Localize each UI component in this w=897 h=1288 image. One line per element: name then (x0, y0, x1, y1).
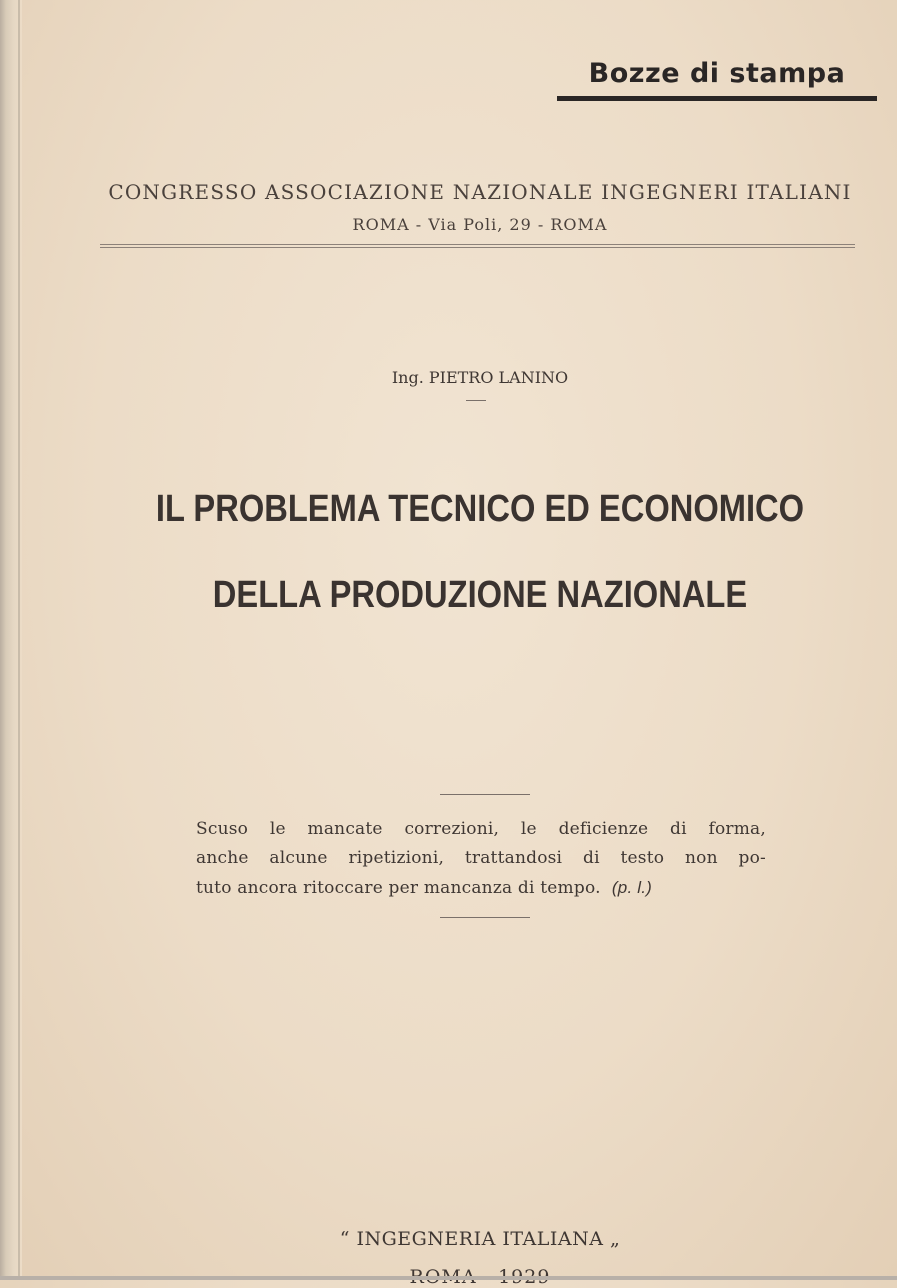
note-line: Scuso le mancate correzioni, le deficienze di forma, (196, 819, 766, 839)
title-line-2: DELLA PRODUZIONE NAZIONALE (212, 574, 748, 616)
proof-stamp: Bozze di stampa (588, 58, 846, 89)
note-line: anche alcune ripetizioni, trattandosi di testo non po- (196, 848, 766, 868)
note-signature: (p. l.) (611, 878, 653, 897)
publisher-name: “ INGEGNERIA ITALIANA „ (339, 1228, 621, 1250)
note-divider-bottom (440, 917, 530, 918)
author: Ing. PIETRO LANINO (391, 368, 569, 387)
header-divider (100, 244, 855, 248)
organization-heading: CONGRESSO ASSOCIAZIONE NAZIONALE INGEGNERI ITALIANI (108, 180, 852, 204)
stamp-underline (557, 96, 877, 101)
author-divider (466, 400, 486, 401)
scan-bottom-edge (0, 1276, 897, 1280)
title-line-1: IL PROBLEMA TECNICO ED ECONOMICO (155, 488, 805, 530)
page-fold-line (18, 0, 20, 1280)
note-line: tuto ancora ritoccare per mancanza di tempo. (p. l.) (196, 878, 653, 898)
address-line: ROMA - Via Poli, 29 - ROMA (352, 215, 608, 234)
apology-note (196, 815, 766, 903)
note-divider-top (440, 794, 530, 795)
